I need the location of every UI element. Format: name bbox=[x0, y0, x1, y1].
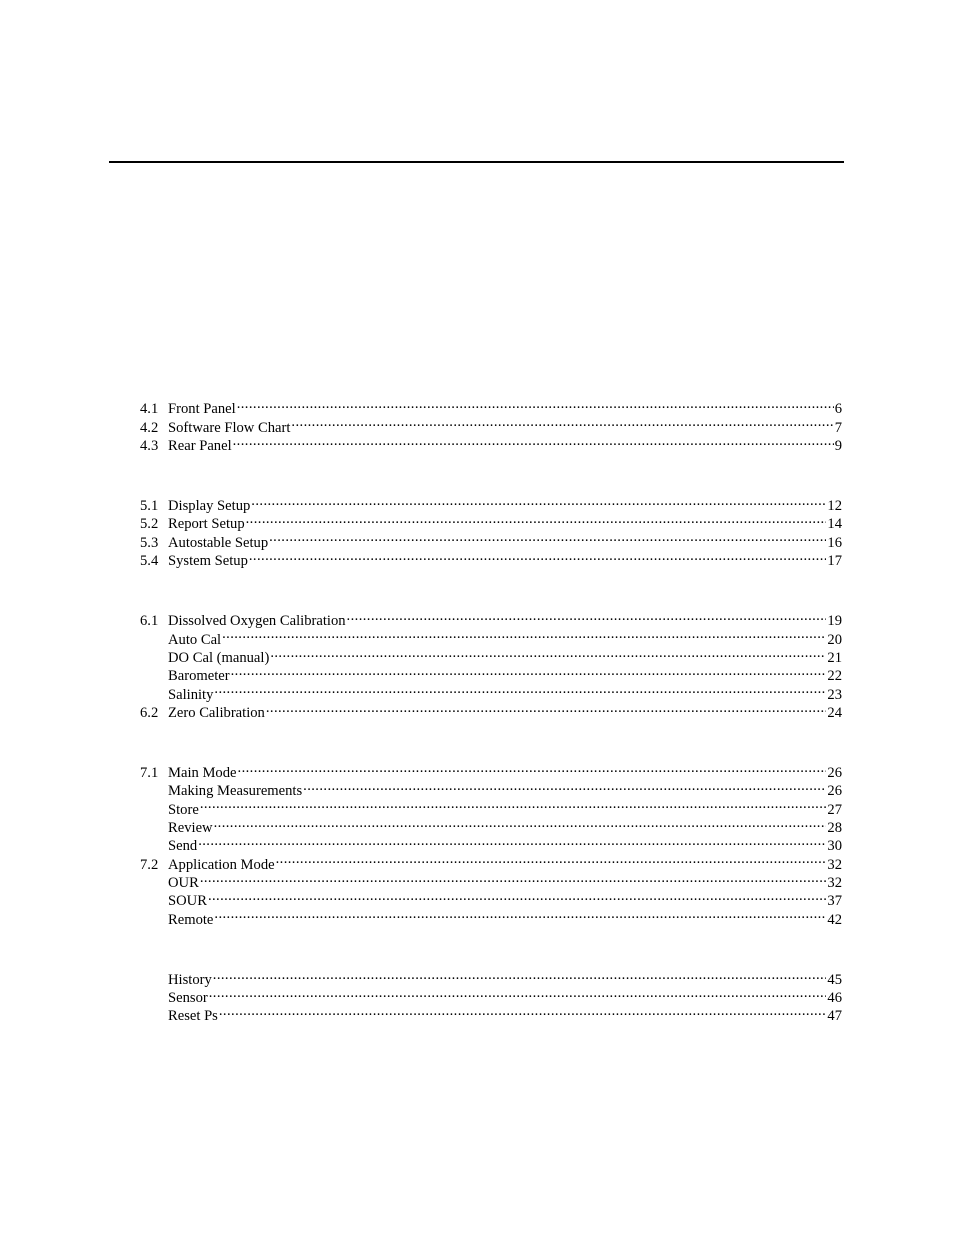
toc-entry-page: 20 bbox=[827, 631, 842, 648]
toc-dot-leader bbox=[198, 832, 826, 850]
toc-entry-page: 19 bbox=[827, 613, 842, 630]
toc-dot-leader bbox=[213, 966, 827, 984]
toc-entry-number: 6.2 bbox=[140, 704, 159, 721]
toc-entry-page: 26 bbox=[827, 765, 842, 782]
toc-dot-leader bbox=[222, 625, 826, 643]
toc-entry-page: 14 bbox=[827, 516, 842, 533]
toc-entry-title: Rear Panel bbox=[168, 437, 232, 454]
toc-dot-leader bbox=[269, 528, 826, 546]
toc-dot-leader bbox=[270, 644, 826, 662]
toc-entry[interactable] bbox=[140, 777, 842, 800]
toc-entry-page: 26 bbox=[827, 783, 842, 800]
toc-dot-leader bbox=[219, 1002, 827, 1020]
toc-entry[interactable] bbox=[140, 759, 842, 782]
toc-entry[interactable] bbox=[140, 528, 842, 551]
toc-entry-number: 7.1 bbox=[140, 765, 159, 782]
toc-group-4 bbox=[140, 395, 842, 454]
toc-dot-leader bbox=[246, 510, 827, 528]
toc-group-7 bbox=[140, 759, 842, 928]
toc-dot-leader bbox=[291, 413, 833, 431]
toc-entry[interactable] bbox=[140, 395, 842, 418]
toc-entry-page: 6 bbox=[834, 401, 842, 418]
toc-dot-leader bbox=[208, 887, 826, 905]
toc-dot-leader bbox=[347, 607, 827, 625]
toc-entry-number: 5.1 bbox=[140, 498, 159, 515]
toc-dot-leader bbox=[214, 680, 826, 698]
toc-entry-title: Autostable Setup bbox=[168, 534, 269, 551]
toc-entry-number: 4.2 bbox=[140, 419, 159, 436]
toc-entry-title: OUR bbox=[168, 874, 199, 891]
toc-entry-title: System Setup bbox=[168, 553, 248, 570]
toc-entry-title: SOUR bbox=[168, 893, 207, 910]
toc-entry-number: 4.3 bbox=[140, 437, 159, 454]
toc-group-6 bbox=[140, 607, 842, 721]
toc-dot-leader bbox=[266, 699, 827, 717]
toc-dot-leader bbox=[231, 662, 827, 680]
toc-entry-page: 16 bbox=[827, 534, 842, 551]
toc-dot-leader bbox=[303, 777, 826, 795]
toc-entry-page: 42 bbox=[827, 911, 842, 928]
toc-entry-page: 30 bbox=[827, 838, 842, 855]
toc-entry-page: 32 bbox=[827, 874, 842, 891]
toc-entry[interactable] bbox=[140, 607, 842, 630]
toc-group-8 bbox=[140, 966, 842, 1025]
toc-entry[interactable] bbox=[140, 814, 842, 837]
toc-entry[interactable] bbox=[140, 662, 842, 685]
toc-entry-title: Report Setup bbox=[168, 516, 245, 533]
toc-entry[interactable] bbox=[140, 413, 842, 436]
toc-entry[interactable] bbox=[140, 699, 842, 721]
toc-entry[interactable] bbox=[140, 432, 842, 454]
toc-entry-title: DO Cal (manual) bbox=[168, 649, 270, 666]
toc-dot-leader bbox=[249, 547, 827, 565]
toc-entry[interactable] bbox=[140, 984, 842, 1007]
toc-dot-leader bbox=[251, 492, 826, 510]
toc-entry[interactable] bbox=[140, 905, 842, 928]
toc-entry-title: Review bbox=[168, 820, 213, 837]
toc-entry-title: Sensor bbox=[168, 990, 208, 1007]
toc-entry[interactable] bbox=[140, 869, 842, 891]
toc-entry-title: History bbox=[168, 971, 212, 988]
toc-entry[interactable] bbox=[140, 510, 842, 533]
toc-dot-leader bbox=[209, 984, 827, 1002]
toc-entry-title: Display Setup bbox=[168, 498, 251, 515]
toc-entry[interactable] bbox=[140, 625, 842, 648]
toc-entry[interactable] bbox=[140, 680, 842, 703]
toc-entry-page: 12 bbox=[827, 498, 842, 515]
toc-dot-leader bbox=[233, 432, 834, 450]
toc-entry-title: Store bbox=[168, 801, 199, 818]
toc-entry-page: 23 bbox=[827, 686, 842, 703]
toc-entry-title: Salinity bbox=[168, 686, 214, 703]
toc-entry-title: Application Mode bbox=[168, 856, 275, 873]
toc-entry[interactable] bbox=[140, 492, 842, 515]
toc-entry-title: Making Measurements bbox=[168, 783, 303, 800]
toc-entry-page: 45 bbox=[827, 971, 842, 988]
toc-entry-number: 5.3 bbox=[140, 534, 159, 551]
toc-entry-page: 22 bbox=[827, 668, 842, 685]
toc-entry[interactable] bbox=[140, 644, 842, 666]
toc-entry-title: Dissolved Oxygen Calibration bbox=[168, 613, 346, 630]
toc-entry-title: Reset Ps bbox=[168, 1008, 218, 1025]
toc-entry-page: 7 bbox=[834, 419, 842, 436]
toc-dot-leader bbox=[214, 814, 827, 832]
toc-dot-leader bbox=[238, 759, 827, 777]
toc-entry[interactable] bbox=[140, 1002, 842, 1025]
toc-entry-title: Send bbox=[168, 838, 198, 855]
toc-entry-page: 27 bbox=[827, 801, 842, 818]
toc-entry-title: Main Mode bbox=[168, 765, 237, 782]
table-of-contents bbox=[140, 395, 842, 1025]
toc-dot-leader bbox=[200, 795, 827, 813]
toc-entry-page: 47 bbox=[827, 1008, 842, 1025]
toc-entry[interactable] bbox=[140, 795, 842, 818]
toc-entry-page: 37 bbox=[827, 893, 842, 910]
toc-dot-leader bbox=[276, 850, 827, 868]
toc-entry-page: 17 bbox=[827, 553, 842, 570]
toc-entry[interactable] bbox=[140, 832, 842, 855]
header-rule bbox=[109, 161, 844, 163]
toc-entry-number: 6.1 bbox=[140, 613, 159, 630]
toc-entry-title: Barometer bbox=[168, 668, 230, 685]
toc-entry[interactable] bbox=[140, 887, 842, 910]
toc-entry-number: 5.4 bbox=[140, 553, 159, 570]
toc-group-5 bbox=[140, 492, 842, 570]
toc-entry-number: 7.2 bbox=[140, 856, 159, 873]
toc-entry-page: 24 bbox=[827, 704, 842, 721]
toc-entry-title: Zero Calibration bbox=[168, 704, 265, 721]
toc-entry-title: Auto Cal bbox=[168, 631, 222, 648]
toc-entry[interactable] bbox=[140, 966, 842, 988]
toc-entry-title: Front Panel bbox=[168, 401, 236, 418]
toc-entry-number: 5.2 bbox=[140, 516, 159, 533]
toc-entry-number: 4.1 bbox=[140, 401, 159, 418]
toc-dot-leader bbox=[200, 869, 827, 887]
toc-entry-title: Remote bbox=[168, 911, 214, 928]
toc-dot-leader bbox=[214, 905, 826, 923]
toc-entry[interactable] bbox=[140, 850, 842, 873]
toc-dot-leader bbox=[237, 395, 834, 413]
toc-entry-page: 32 bbox=[827, 856, 842, 873]
toc-entry-title: Software Flow Chart bbox=[168, 419, 291, 436]
toc-entry-page: 9 bbox=[834, 437, 842, 454]
toc-entry-page: 46 bbox=[827, 990, 842, 1007]
toc-entry-page: 28 bbox=[827, 820, 842, 837]
toc-entry-page: 21 bbox=[827, 649, 842, 666]
